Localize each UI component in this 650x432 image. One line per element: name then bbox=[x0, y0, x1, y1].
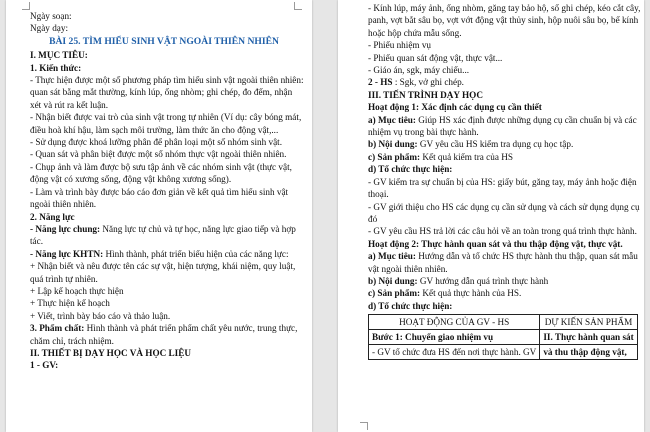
text-line: nhiệm vụ trong bài thực hành. bbox=[368, 127, 479, 138]
text-line bbox=[368, 151, 632, 163]
line-text: Năng lực tự chủ và tự học, năng lực giao tiếp và hợp bbox=[100, 223, 296, 234]
text-line: hoặc hộp chứa mẫu sống. bbox=[368, 27, 462, 38]
text-line bbox=[368, 138, 632, 150]
text-line: tác. bbox=[30, 236, 44, 247]
text-line: - GV yêu cầu HS trả lời các câu hỏi về an toàn trong quá trình thực hành. bbox=[368, 226, 637, 237]
text-line: chăm chỉ, trách nhiệm. bbox=[30, 335, 114, 346]
table-header-cell: HOẠT ĐỘNG CỦA GV - HS bbox=[369, 315, 540, 330]
table-cell: II. Thực hành quan sát bbox=[540, 330, 637, 345]
document-page-right bbox=[338, 0, 644, 432]
line-text: Hình thành và phát triển phẩm chất yêu nước, trung thực, bbox=[84, 323, 298, 334]
lead-label: c) Sản phẩm: bbox=[368, 151, 421, 162]
text-line bbox=[368, 287, 632, 299]
document-page-left bbox=[6, 0, 312, 432]
margin-corner-mark bbox=[294, 2, 302, 10]
text-line: + Thực hiện kế hoạch bbox=[30, 298, 110, 309]
table-row bbox=[369, 330, 638, 345]
table-cell: và thu thập động vật, bbox=[540, 345, 637, 360]
page-text-block bbox=[368, 2, 641, 312]
table-header-row bbox=[369, 315, 638, 330]
table-row bbox=[369, 345, 638, 360]
line-text: Hướng dẫn và tổ chức HS thực hành thu thập, quan sát mẫu bbox=[415, 251, 638, 262]
line-text: : Sgk, vở ghi chép. bbox=[392, 77, 464, 88]
lead-label: a) Mục tiêu: bbox=[368, 251, 416, 262]
section-heading: 1. Kiến thức: bbox=[30, 62, 82, 73]
lead-label: b) Nội dung: bbox=[368, 275, 418, 286]
section-heading: I. MỤC TIÊU: bbox=[30, 50, 88, 61]
section-heading: Hoạt động 1: Xác định các dụng cụ cần thiết bbox=[368, 102, 542, 113]
text-line: Ngày soạn: bbox=[30, 11, 72, 21]
text-line: quá trình tự nhiên. bbox=[30, 273, 98, 284]
text-line: - GV kiểm tra sự chuẩn bị của HS: giấy bút, găng tay, máy ảnh hoặc điện bbox=[368, 176, 637, 187]
section-heading: Hoạt động 2: Thực hành quan sát và thu thập động vật, thực vật. bbox=[368, 238, 623, 249]
text-line bbox=[368, 114, 637, 126]
text-line: quan sát bằng mắt thường, kính lúp, ống nhòm; ghi chép, đo đếm, nhận bbox=[30, 87, 293, 98]
text-line bbox=[368, 76, 632, 88]
text-line: - Giáo án, sgk, máy chiếu... bbox=[368, 65, 470, 76]
line-text: Kết quả kiểm tra của HS bbox=[420, 151, 513, 162]
lead-label: - Năng lực chung: bbox=[30, 223, 101, 234]
text-line: - Quan sát và phân biệt được một số nhóm thực vật ngoài thiên nhiên. bbox=[30, 149, 287, 160]
text-line: xét và rút ra kết luận. bbox=[30, 99, 109, 110]
text-line bbox=[30, 322, 298, 334]
lead-label: c) Sản phẩm: bbox=[368, 288, 421, 299]
section-heading: 2. Năng lực bbox=[30, 211, 75, 222]
line-text: GV hướng dẫn quá trình thực hành bbox=[417, 275, 549, 286]
section-heading: d) Tổ chức thực hiện: bbox=[368, 300, 453, 311]
text-line: - Kính lúp, máy ảnh, ống nhòm, găng tay bảo hộ, sổ ghi chép, kéo cắt cây, bbox=[368, 3, 641, 13]
page-text-block bbox=[30, 10, 304, 372]
text-line: thoại. bbox=[368, 189, 389, 200]
text-line: ngoài thiên nhiên. bbox=[30, 199, 97, 210]
text-line: + Lập kế hoạch thực hiện bbox=[30, 285, 124, 296]
margin-corner-mark bbox=[22, 2, 30, 10]
lead-label: - Năng lực KHTN: bbox=[30, 248, 104, 259]
section-heading: d) Tổ chức thực hiện: bbox=[368, 164, 453, 175]
lead-label: 2 - HS bbox=[368, 77, 393, 88]
text-line: - Phiếu nhiệm vụ bbox=[368, 40, 432, 51]
text-line: + Viết, trình bày báo cáo và thảo luận. bbox=[30, 310, 171, 321]
text-line: vật ngoài thiên nhiên. bbox=[368, 263, 448, 274]
text-line: - Chụp ảnh và làm được bộ sưu tập ảnh về các nhóm sinh vật (thực vật, bbox=[30, 161, 292, 172]
text-line: - Nhận biết được vai trò của sinh vật trong tự nhiên (Ví dụ: cây bóng mát, bbox=[30, 112, 302, 123]
text-line: + Nhận biết và nêu được tên các sự vật, hiện tượng, khái niệm, quy luật, bbox=[30, 261, 296, 272]
text-line: - Sử dụng được khoá lưỡng phân để phân loại một số nhóm sinh vật. bbox=[30, 137, 283, 148]
line-text: GV yêu cầu HS kiểm tra dụng cụ học tập. bbox=[417, 139, 574, 150]
lead-label: 3. Phẩm chất: bbox=[30, 323, 85, 334]
line-text: Kết quả thực hành của HS. bbox=[420, 288, 522, 299]
text-line: Ngày dạy: bbox=[30, 23, 69, 34]
line-text: Hình thành, phát triển biểu hiện của các năng lực: bbox=[103, 248, 289, 259]
activity-table bbox=[368, 314, 638, 360]
text-line: - Thực hiện được một số phương pháp tìm hiểu sinh vật ngoài thiên nhiên: bbox=[30, 75, 304, 86]
text-line: - Làm và trình bày được báo cáo đơn giản về kết quả tìm hiểu sinh vật bbox=[30, 186, 289, 197]
lesson-title: BÀI 25. TÌM HIỂU SINH VẬT NGOÀI THIÊN NHIÊN bbox=[49, 35, 279, 47]
text-line bbox=[368, 275, 632, 287]
text-line: động vật có xương sống, động vật không xương sống). bbox=[30, 174, 232, 185]
lead-label: a) Mục tiêu: bbox=[368, 114, 416, 125]
text-line bbox=[30, 248, 298, 260]
table-cell: - GV tổ chức đưa HS đến nơi thực hành. GV bbox=[369, 345, 540, 360]
text-line: - Phiếu quan sát động vật, thực vật... bbox=[368, 52, 503, 63]
section-heading: 1 - GV: bbox=[30, 360, 59, 371]
lead-label: b) Nội dung: bbox=[368, 139, 418, 150]
margin-corner-mark bbox=[360, 422, 368, 430]
text-line bbox=[368, 250, 638, 262]
section-heading: III. TIẾN TRÌNH DẠY HỌC bbox=[368, 89, 483, 100]
section-heading: II. THIẾT BỊ DẠY HỌC VÀ HỌC LIỆU bbox=[30, 347, 191, 358]
table-header-cell: DỰ KIẾN SẢN PHẨM bbox=[540, 315, 637, 330]
page-gap bbox=[312, 0, 338, 432]
table-cell: Bước 1: Chuyển giao nhiệm vụ bbox=[369, 330, 540, 345]
text-line: điều hoà khí hậu, làm sạch môi trường, làm thức ăn cho động vật,... bbox=[30, 124, 279, 135]
text-line: panh, vợt bắt sâu bọ, vợt vớt động vật thủy sinh, hộp nuôi sâu bọ, bể kính bbox=[368, 15, 639, 26]
text-line: đó bbox=[368, 213, 378, 224]
text-line: - GV giới thiệu cho HS các dụng cụ cần sử dụng và cách sử dụng dụng cụ bbox=[368, 201, 640, 212]
line-text: Giúp HS xác định được những dụng cụ cần chuẩn bị và các bbox=[415, 114, 637, 125]
text-line bbox=[30, 223, 298, 235]
